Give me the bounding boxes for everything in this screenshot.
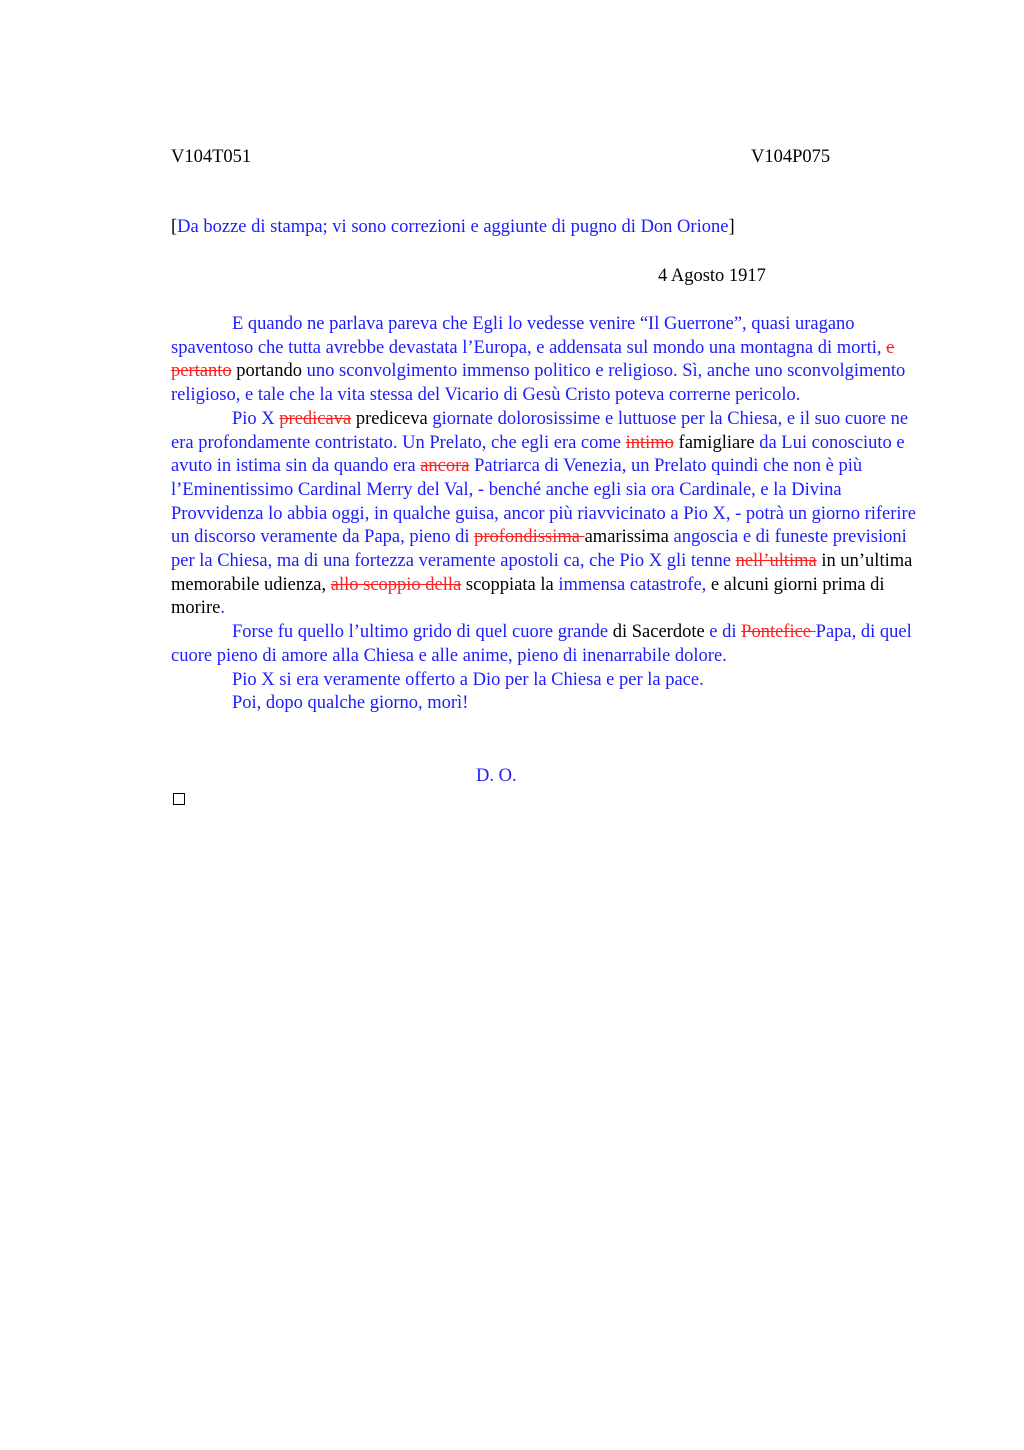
handwritten-insertion: scoppiata la <box>461 574 554 595</box>
signature: D. O. <box>476 766 517 786</box>
letter-body <box>171 313 927 716</box>
handwritten-insertion: famigliare <box>673 432 755 453</box>
handwritten-insertion: di Sacerdote <box>608 622 705 643</box>
printed-text: da Lui conosciuto e avuto in istima sin da quando era <box>171 432 905 477</box>
handwritten-insertion: in un’ultima memorabile udienza, <box>171 551 913 595</box>
deleted-text: profondissima <box>474 527 585 548</box>
printed-text: E quando ne parlava pareva che Egli lo vedesse venire “Il Guerrone”, quasi uragano spaventoso che tutta avrebbe devastata l’Europa, e addensata sul mondo una montagna di morti, <box>171 314 887 358</box>
deleted-text: e pertanto <box>171 337 895 382</box>
printed-text: e di <box>704 622 742 643</box>
printed-text: Poi, dopo qualche giorno, morì! <box>232 693 469 714</box>
handwritten-insertion: amarissima <box>584 527 669 548</box>
deleted-text: predicava <box>279 408 352 429</box>
handwritten-insertion: prediceva <box>351 408 428 429</box>
note-text: Da bozze di stampa; vi sono correzioni e aggiunte di pugno di Don Orione <box>177 217 729 237</box>
paragraph <box>171 669 927 693</box>
square-outline-icon <box>173 793 185 805</box>
deleted-text: allo scoppio della <box>330 574 462 595</box>
printed-text: giornate dolorosissime e luttuose per la Chiesa, e il suo cuore ne era profondamente contristato. Un Prelato, che egli era come <box>171 408 909 453</box>
note-close-bracket: ] <box>728 217 735 237</box>
deleted-text: nell’ultima <box>735 551 817 572</box>
printed-text: Forse fu quello l’ultimo grido di quel cuore grande <box>232 622 609 643</box>
note-open-bracket: [ <box>171 217 178 237</box>
deleted-text: ancora <box>420 456 470 477</box>
editorial-note <box>171 217 931 238</box>
paragraph <box>171 408 927 621</box>
header-left-code: V104T051 <box>171 147 252 167</box>
printed-text: Pio X si era veramente offerto a Dio per la Chiesa e per la pace. <box>232 669 704 690</box>
printed-text: Pio X <box>232 408 280 429</box>
printed-text: Patriarca di Venezia, un Prelato quindi che non è più l’Eminentissimo Cardinal Merry del Val, - benché anche egli sia ora Cardinale, e la Divina Provvidenza lo abbia oggi, in qualche guisa, ancor più riavvicinato a Pio X, - potrà un giorno riferire un discorso veramente da Papa, pieno di <box>171 456 916 548</box>
deleted-text: intimo <box>625 432 674 453</box>
paragraph <box>171 313 927 408</box>
printed-text: immensa catastrofe, <box>553 574 707 595</box>
header-right-code: V104P075 <box>751 147 831 167</box>
printed-text: angoscia e di funeste previsioni per la Chiesa, ma di una fortezza veramente apostoli ca, che Pio X gli tenne <box>171 527 907 572</box>
handwritten-insertion: portando <box>231 361 303 382</box>
deleted-text: Pontefice <box>741 622 816 643</box>
paragraph <box>171 621 927 668</box>
paragraph <box>171 692 927 716</box>
printed-text: Papa, di quel cuore pieno di amore alla Chiesa e alle anime, pieno di inenarrabile dolore. <box>171 622 912 666</box>
letter-date: 4 Agosto 1917 <box>658 266 766 286</box>
handwritten-insertion: e alcuni giorni prima di morire <box>171 574 885 619</box>
printed-text: uno sconvolgimento immenso politico e religioso. Sì, anche uno sconvolgimento religioso, e tale che la vita stessa del Vicario di Gesù Cristo poteva correrne pericolo. <box>171 361 906 406</box>
printed-text: . <box>220 598 225 619</box>
